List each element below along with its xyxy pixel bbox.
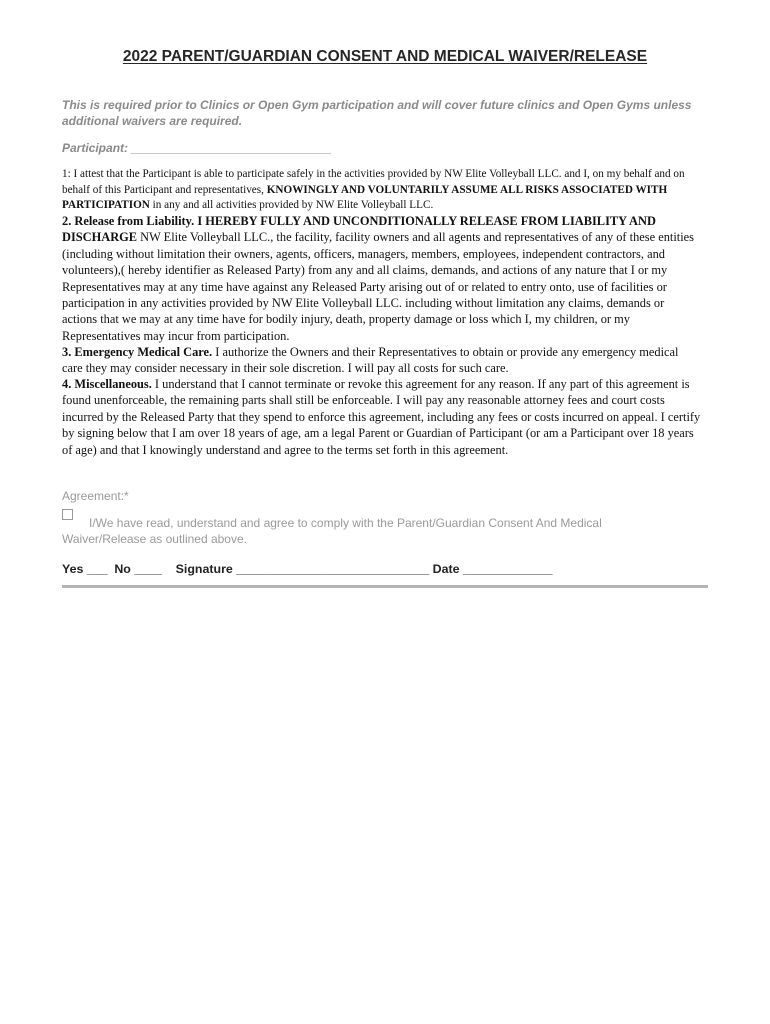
- section-3-text: I authorize the Owners and their Representatives to obtain or provide any emergency medical care they may consider necessary in their sole discretion. I will pay all costs for such care.: [62, 345, 679, 376]
- section-2-heading: 2. Release from Liability. I HEREBY FULLY AND UNCONDITIONALLY RELEASE FROM LIABILITY AND DISCHARGE: [62, 214, 656, 245]
- agreement-checkbox-label: I/We have read, understand and agree to comply with the Parent/Guardian Consent And Medical Waiver/Release as outlined above.: [62, 516, 602, 546]
- section-3-medical: [62, 344, 702, 377]
- document-title: 2022 PARENT/GUARDIAN CONSENT AND MEDICAL WAIVER/RELEASE: [122, 48, 648, 65]
- section-1-attestation: [62, 167, 702, 214]
- intro-note: This is required prior to Clinics or Open Gym participation and will cover future clinics and Open Gyms unless additional waivers are required.: [62, 98, 692, 128]
- divider: [62, 585, 708, 588]
- participant-field[interactable]: Participant: ______________________________: [62, 141, 332, 155]
- section-2-text: NW Elite Volleyball LLC., the facility, facility owners and all agents and representatives of any of these entities (including without limitation their owners, agents, officers, managers, members, employees, independent contractors, and volunteers),( hereby identifier as Released Party) from any and all claims, demands, and actions of any nature that I or my Representatives may at any time have against any Released Party arising out of or related to entry onto, use of facilities or participation in any activities provided by NW Elite Volleyball LLC. including without limitation any claims, demands or actions that we may at any time have for bodily injury, death, property damage or loss which I, my children, or my Representatives may incur from participation.: [62, 230, 695, 343]
- section-2-release: [62, 213, 702, 344]
- section-3-heading: 3. Emergency Medical Care.: [62, 345, 213, 359]
- section-1-text-b: in any and all activities provided by NW Elite Volleyball LLC.: [149, 199, 434, 211]
- section-1-text-a: 1: I attest that the Participant is able to participate safely in the activities provided by NW Elite Volleyball LLC. and I, on my behalf and on behalf of this Participant and representatives,: [62, 168, 685, 196]
- section-4-text: I understand that I cannot terminate or revoke this agreement for any reason. If any part of this agreement is found unenforceable, the remaining parts shall still be enforceable. I will pay any reasonable attorney fees and court costs incurred by the Released Party that they spend to enforce this agreement, including any fees or costs incurred on appeal. I certify by signing below that I am over 18 years of age, am a legal Parent or Guardian of Participant (or am a Participant over 18 years of age) and that I knowingly understand and agree to the terms set forth in this agreement.: [62, 377, 701, 457]
- agreement-label: Agreement:*: [62, 489, 129, 503]
- section-4-miscellaneous: [62, 376, 702, 458]
- signature-line[interactable]: Yes ___ No ____ Signature ____________________________ Date _____________: [62, 562, 553, 576]
- section-4-heading: 4. Miscellaneous.: [62, 377, 152, 391]
- section-1-bold: KNOWINGLY AND VOLUNTARILY ASSUME ALL RISKS ASSOCIATED WITH PARTICIPATION: [62, 183, 668, 211]
